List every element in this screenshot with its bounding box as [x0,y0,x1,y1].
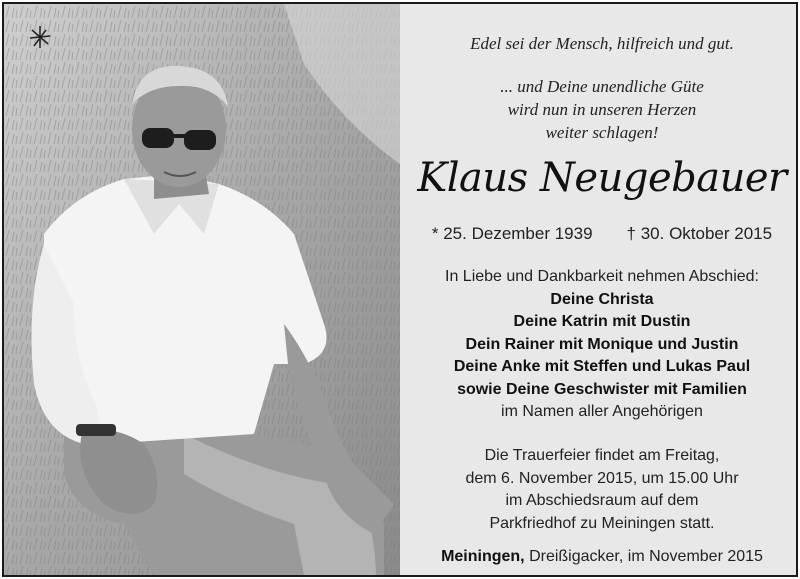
obituary-text [408,4,796,575]
portrait-photo [4,4,400,575]
funeral-line: dem 6. November 2015, um 15.00 Uhr [465,469,739,487]
deceased-name: Klaus Neugebauer [417,155,787,201]
funeral-line: Parkfriedhof zu Meiningen statt. [489,514,715,532]
quote-line-1: Edel sei der Mensch, hilfreich und gut. [470,34,734,53]
mourner-name: sowie Deine Geschwister mit Familien [457,380,747,398]
mourner-name: Dein Rainer mit Monique und Justin [465,335,739,353]
funeral-info [408,445,796,535]
funeral-line: im Abschiedsraum auf dem [505,492,699,509]
mourner-name: Deine Katrin mit Dustin [513,313,691,330]
mourner-name: Deine Christa [550,290,654,308]
mourner-name: Deine Anke mit Steffen und Lukas Paul [453,358,751,375]
quote-line-3: wird nun in unseren Herzen [507,100,697,119]
birth-date: * 25. Dezember 1939 [431,224,593,243]
death-date: † 30. Oktober 2015 [626,224,773,243]
quote-line-4: weiter schlagen! [545,123,659,142]
obituary-notice [2,2,798,577]
footer-place-date [408,546,796,568]
footer-place: Meiningen, [441,548,525,565]
funeral-line: Die Trauerfeier findet am Freitag, [484,447,720,464]
life-dates [408,222,796,246]
quote-verse [408,75,796,144]
quote-line-2: ... und Deine unendliche Güte [500,77,704,96]
mourners-closing: im Namen aller Angehörigen [501,403,703,420]
footer-rest: Dreißigacker, im November 2015 [524,548,763,565]
mourners-block [408,266,796,424]
mourners-intro: In Liebe und Dankbarkeit nehmen Abschied: [445,268,759,285]
wristwatch [76,424,116,436]
